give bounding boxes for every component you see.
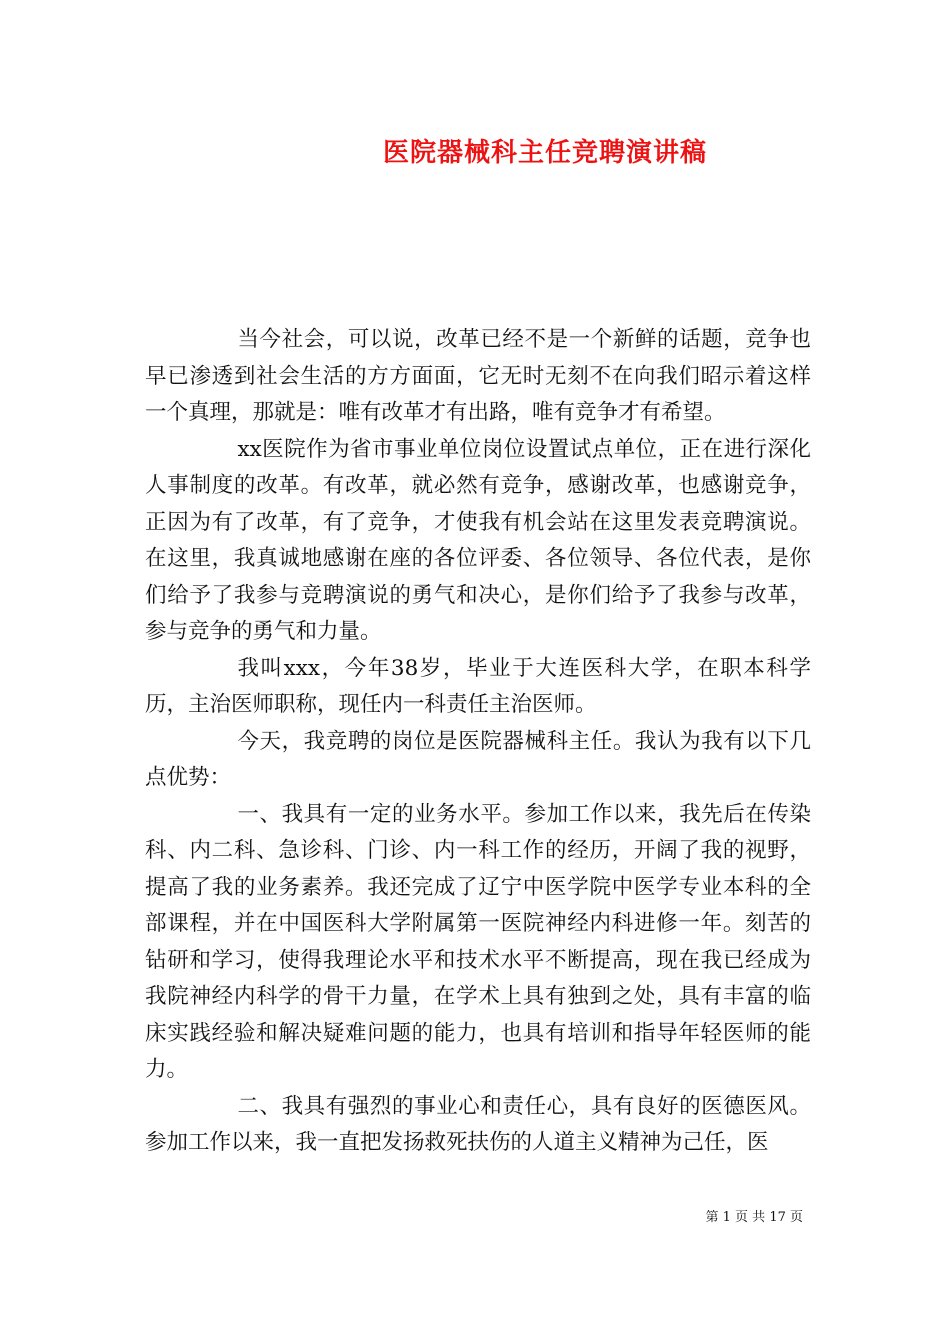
paragraph-6: 二、我具有强烈的事业心和责任心，具有良好的医德医风。参加工作以来，我一直把发扬救死扶伤的人道主义精神为己任，医 bbox=[145, 1093, 811, 1155]
page-number-footer: 第 1 页 共 17 页 bbox=[705, 1210, 803, 1225]
document-body bbox=[145, 322, 811, 1162]
paragraph-4: 今天，我竞聘的岗位是医院器械科主任。我认为我有以下几点优势： bbox=[145, 728, 811, 790]
paragraph-3: 我叫xxx，今年38岁，毕业于大连医科大学，在职本科学历，主治医师职称，现任内一科责任主治医师。 bbox=[145, 655, 811, 717]
paragraph-5: 一、我具有一定的业务水平。参加工作以来，我先后在传染科、内二科、急诊科、门诊、内一科工作的经历，开阔了我的视野，提高了我的业务素养。我还完成了辽宁中医学院中医学专业本科的全部课程，并在中国医科大学附属第一医院神经内科进修一年。刻苦的钻研和学习，使得我理论水平和技术水平不断提高，现在我已经成为我院神经内科学的骨干力量，在学术上具有独到之处，具有丰富的临床实践经验和解决疑难问题的能力，也具有培训和指导年轻医师的能力。 bbox=[145, 801, 811, 1082]
document-title: 医院器械科主任竞聘演讲稿 bbox=[382, 138, 707, 168]
paragraph-1: 当今社会，可以说，改革已经不是一个新鲜的话题，竞争也早已渗透到社会生活的方方面面，它无时无刻不在向我们昭示着这样一个真理，那就是：唯有改革才有出路，唯有竞争才有希望。 bbox=[145, 327, 811, 425]
paragraph-2: xx医院作为省市事业单位岗位设置试点单位，正在进行深化人事制度的改革。有改革，就必然有竞争，感谢改革，也感谢竞争，正因为有了改革，有了竞争，才使我有机会站在这里发表竞聘演说。在这里，我真诚地感谢在座的各位评委、各位领导、各位代表，是你们给予了我参与竞聘演说的勇气和决心，是你们给予了我参与改革，参与竞争的勇气和力量。 bbox=[145, 436, 811, 644]
